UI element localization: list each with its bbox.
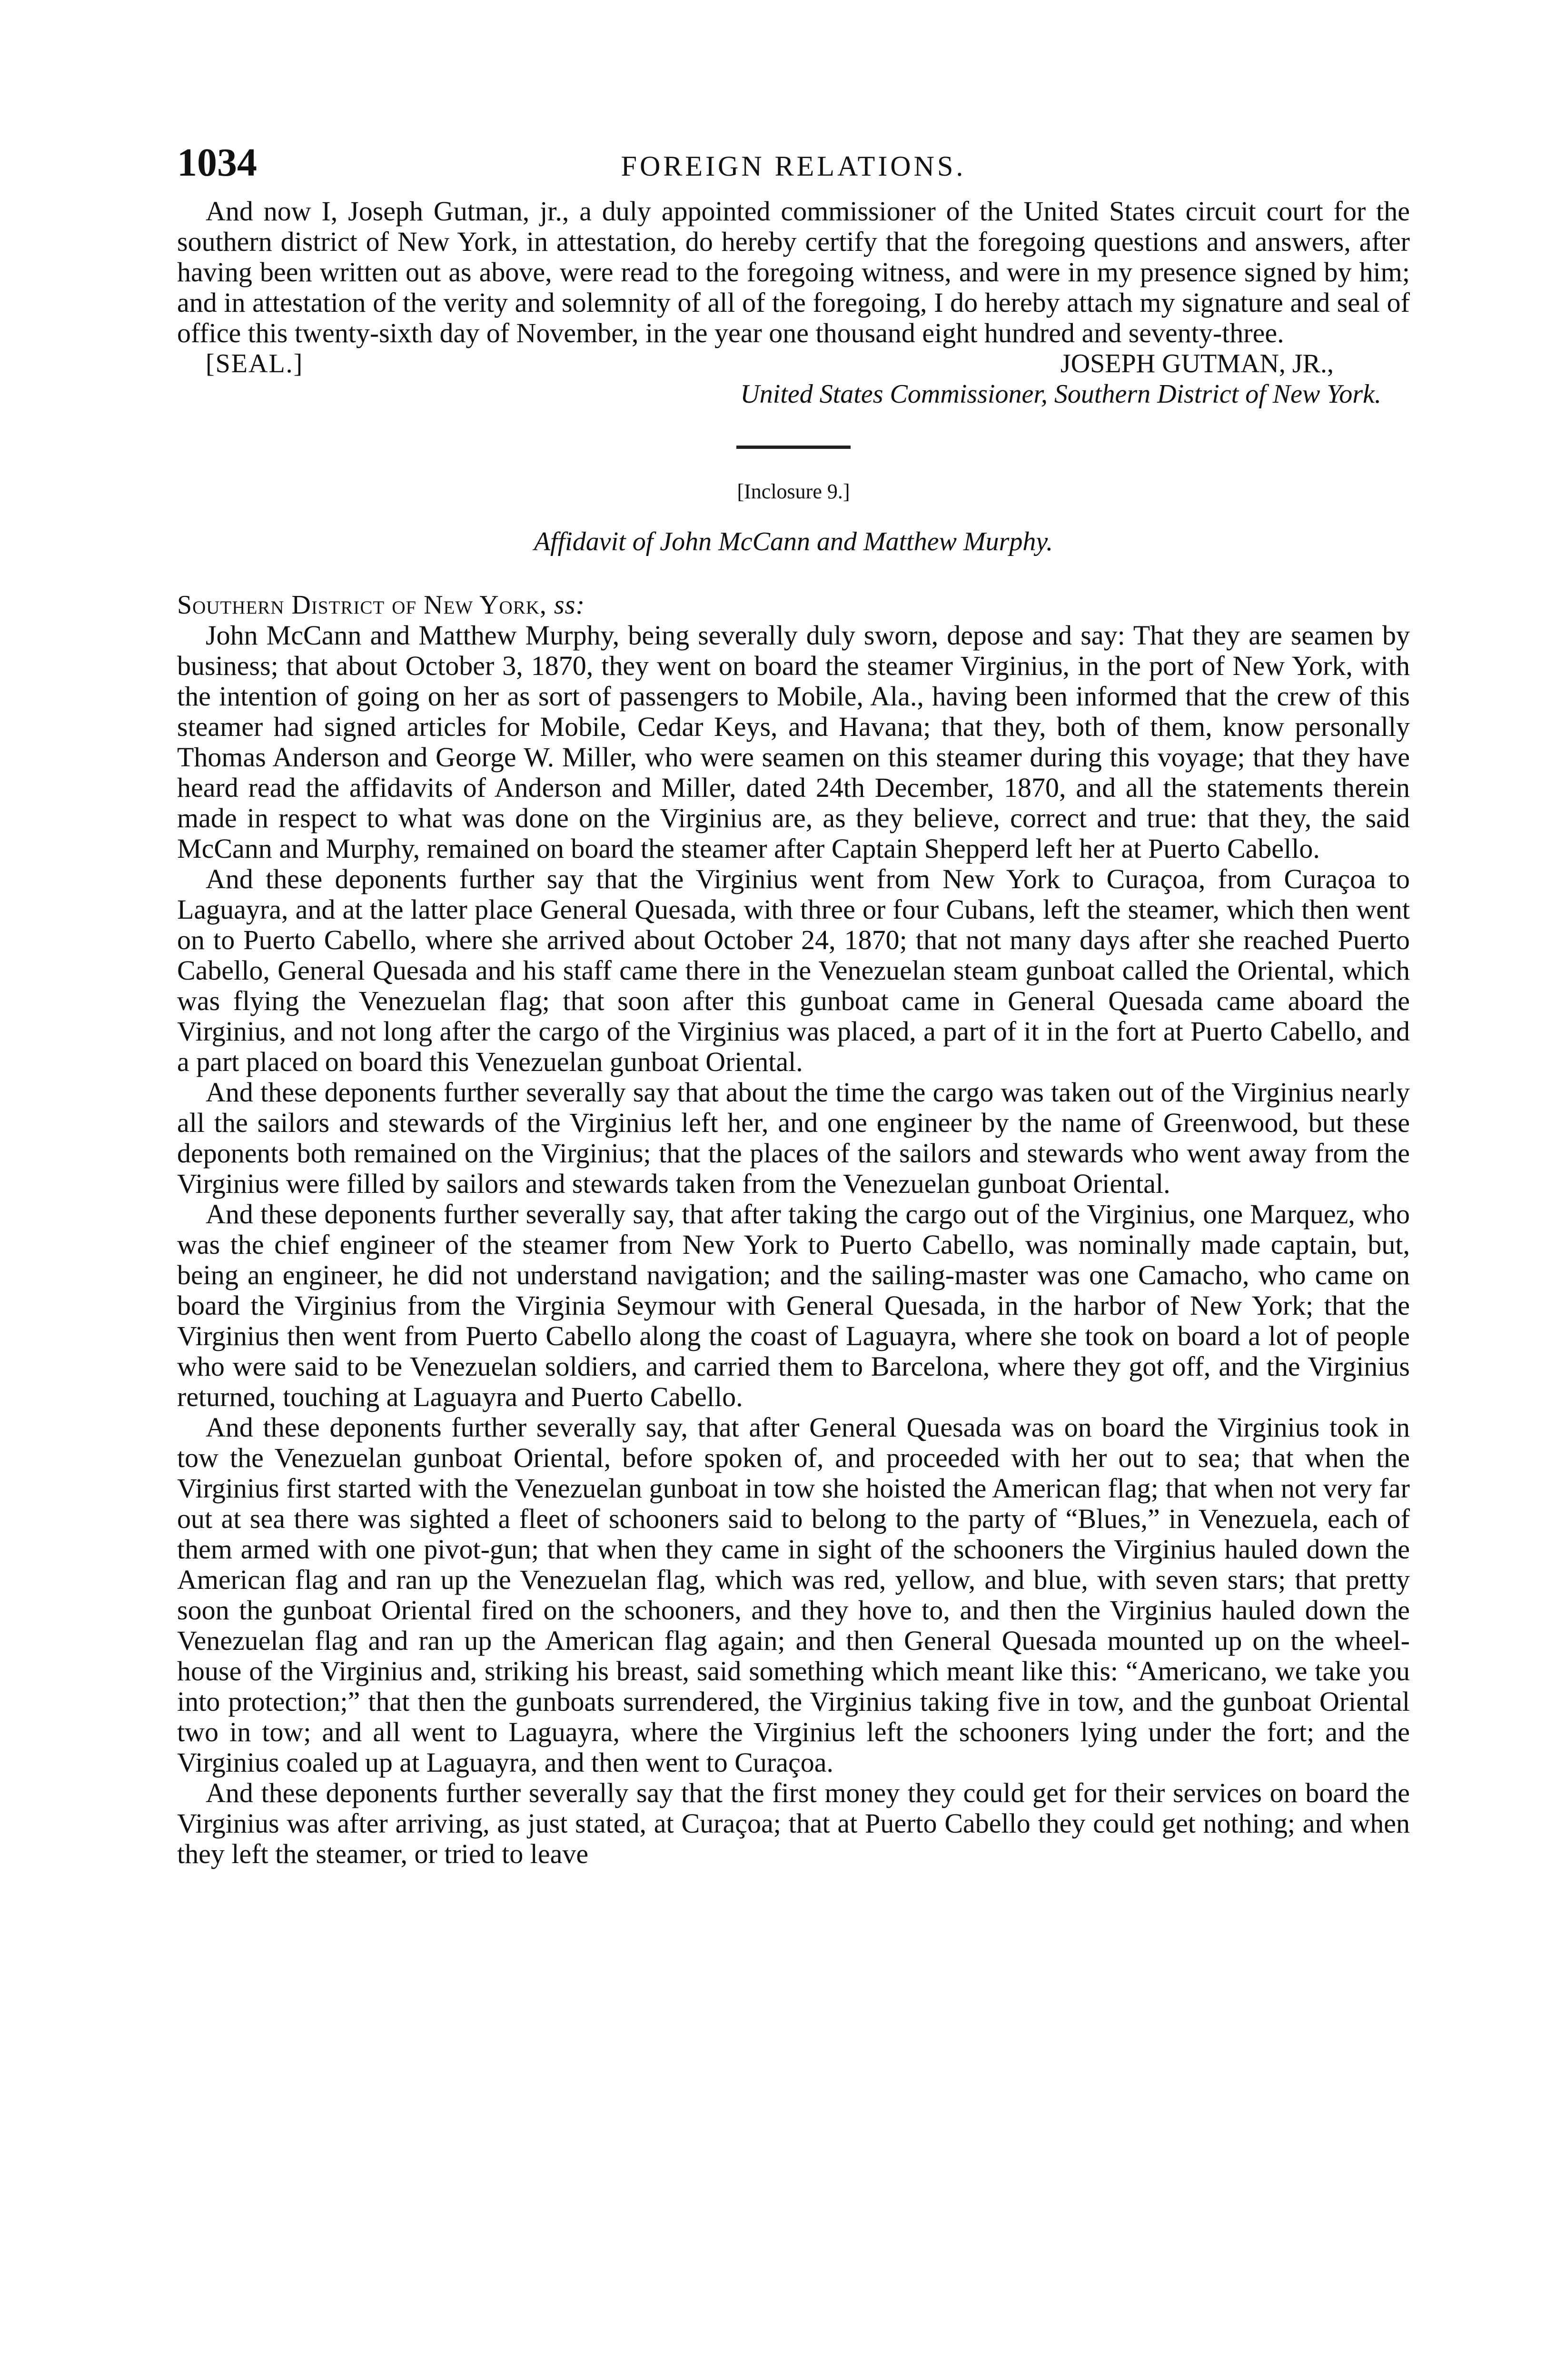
certification xyxy=(177,196,1410,348)
affidavit-paragraph: And these deponents further say that the Virginius went from New York to Curaçoa, from Curaçoa to Laguayra, and at the latter place General Quesada, with three or four Cubans, left the steamer, which then went on to Puerto Cabello, where she arrived about October 24, 1870; that not many days after she reached Puerto Cabello, General Quesada and his staff came there in the Venezuelan steam gunboat called the Oriental, which was flying the Venezuelan flag; that soon after this gunboat came in General Quesada came aboard the Virginius, and not long after the cargo of the Virginius was placed, a part of it in the fort at Puerto Cabello, and a part placed on board this Venezuelan gunboat Oriental. xyxy=(177,863,1410,1077)
running-head: FOREIGN RELATIONS. xyxy=(621,150,966,182)
venue-text: Southern District of New York, xyxy=(177,590,547,620)
inclosure-label: [Inclosure 9.] xyxy=(737,480,850,503)
affidavit-paragraph: And these deponents further severally say that the first money they could get for their services on board the Virginius was after arriving, as just stated, at Curaçoa; that at Puerto Cabello they could get nothing; and when they left the steamer, or tried to leave xyxy=(177,1777,1410,1869)
page-number: 1034 xyxy=(177,140,257,185)
certification-paragraph: And now I, Joseph Gutman, jr., a duly appointed commissioner of the United States circuit court for the southern district of New York, in attestation, do hereby certify that the foregoing questions and answers, after having been written out as above, were read to the foregoing witness, and were in my presence signed by him; and in attestation of the verity and solemnity of all of the foregoing, I do hereby attach my signature and seal of office this twenty-sixth day of November, in the year one thousand eight hundred and seventy-three. xyxy=(177,196,1410,348)
signer-title: United States Commissioner, Southern District of New York. xyxy=(740,379,1381,409)
affidavit-paragraph: And these deponents further severally say, that after taking the cargo out of the Virginius, one Marquez, who was the chief engineer of the steamer from New York to Puerto Cabello, was nominally made captain, but, being an engineer, he did not understand navigation; and the sailing-master was one Camacho, who came on board the Virginius from the Virginia Seymour with General Quesada, in the harbor of New York; that the Virginius then went from Puerto Cabello along the coast of Laguayra, where she took on board a lot of people who were said to be Venezuelan soldiers, and carried them to Barcelona, where they got off, and the Virginius returned, touching at Laguayra and Puerto Cabello. xyxy=(177,1199,1410,1412)
page-header xyxy=(177,139,1410,196)
affidavit-title: Affidavit of John McCann and Matthew Murphy. xyxy=(534,527,1053,556)
affidavit-paragraph: And these deponents further severally say that about the time the cargo was taken out of the Virginius nearly all the sailors and stewards of the Virginius left her, and one engineer by the name of Greenwood, but these deponents both remained on the Virginius; that the places of the sailors and stewards who went away from the Virginius were filled by sailors and stewards taken from the Venezuelan gunboat Oriental. xyxy=(177,1077,1410,1199)
venue-ss: ss: xyxy=(554,590,585,620)
affidavit-paragraph: And these deponents further severally say, that after General Quesada was on board the Virginius took in tow the Venezuelan gunboat Oriental, before spoken of, and proceeded with her out to sea; that when the Virginius first started with the Venezuelan gunboat in tow she hoisted the American flag; that when not very far out at sea there was sighted a fleet of schooners said to belong to the party of “Blues,” in Venezuela, each of them armed with one pivot-gun; that when they came in sight of the schooners the Virginius hauled down the American flag and ran up the Venezuelan flag, which was red, yellow, and blue, with seven stars; that pretty soon the gunboat Oriental fired on the schooners, and they hove to, and then the Virginius hauled down the Venezuelan flag and ran up the American flag again; and then General Quesada mounted up on the wheel-house of the Virginius and, striking his breast, said something which meant like this: “Americano, we take you into protection;” that then the gunboats surrendered, the Virginius taking five in tow, and the gunboat Oriental two in tow; and all went to Laguayra, where the Virginius left the schooners lying under the fort; and the Virginius coaled up at Laguayra, and then went to Curaçoa. xyxy=(177,1412,1410,1778)
page xyxy=(177,139,1410,1869)
signer-name: JOSEPH GUTMAN, JR., xyxy=(1060,349,1334,378)
signature-block xyxy=(177,348,1410,409)
affidavit-paragraph: John McCann and Matthew Murphy, being severally duly sworn, depose and say: That they are seamen by business; that about October 3, 1870, they went on board the steamer Virginius, in the port of New York, with the intention of going on her as sort of passengers to Mobile, Ala., having been informed that the crew of this steamer had signed articles for Mobile, Cedar Keys, and Havana; that they, both of them, know personally Thomas Anderson and George W. Miller, who were seamen on this steamer during this voyage; that they have heard read the affidavits of Anderson and Miller, dated 24th December, 1870, and all the statements therein made in respect to what was done on the Virginius are, as they believe, correct and true: that they, the said McCann and Murphy, remained on board the steamer after Captain Shepperd left her at Puerto Cabello. xyxy=(177,620,1410,864)
seal-mark: [SEAL.] xyxy=(206,349,304,378)
affidavit-body xyxy=(177,620,1410,1869)
venue-line xyxy=(177,590,1410,620)
section-divider xyxy=(736,446,851,449)
